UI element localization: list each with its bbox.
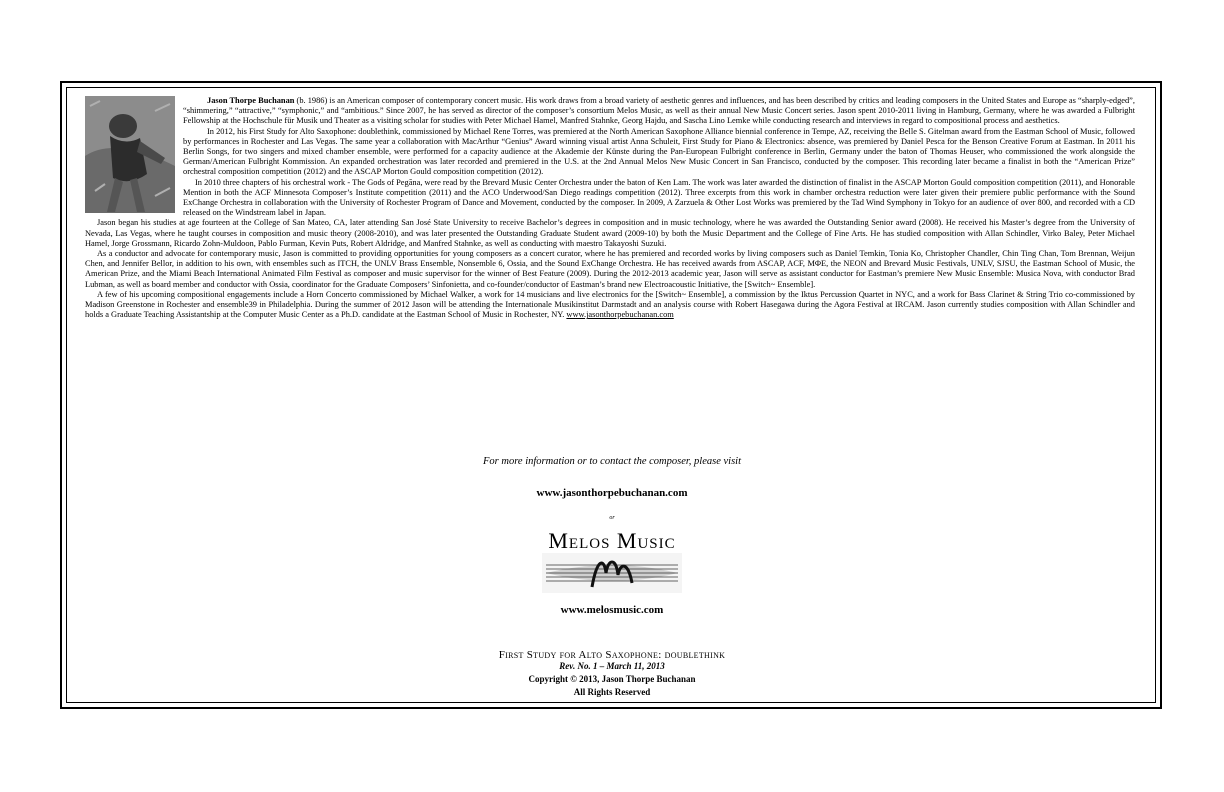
contact-info-text: For more information or to contact the composer, please visit [483,456,741,467]
copyright: Copyright © 2013, Jason Thorpe Buchanan [528,674,696,684]
rights-reserved: All Rights Reserved [573,687,651,697]
melos-music-logo-title: Melos Music [548,528,676,553]
bio-paragraph-3: In 2010 three chapters of his orchestral work - The Gods of Pegāna, were read by the Brevard Music Center Orchestra under the baton of Ken Lam. The work was later awarded the distinction of finalist in the ASCAP Morton Gould composition competition (2011), and Honorable Mention in both the ACF Minnesota Composer’s Institute competition (2011) and the ACO Underwood/San Diego readings competition (2012). Three excerpts from this work in chamber orchestra reduction were later given their premiere public performance with the Sound ExChange Orchestra in collaboration with the University of Rochester Program of Dance and Movement, conducted by the composer. In 2009, A Zarzuela & Other Lost Works was premiered by the Tad Wind Symphony in Tokyo for an audience of over 800, and recorded with a CD released on the Windstream label in Japan. [183,177,1135,218]
piece-title: First Study for Alto Saxophone: doublethink [498,649,726,661]
composer-website-link[interactable]: www.jasonthorpebuchanan.com [566,310,674,320]
or-separator: or [609,515,615,521]
composer-photo [85,96,175,213]
bio-paragraph-4: Jason began his studies at age fourteen at the College of San Mateo, CA, later attending San José State University to receive Bachelor’s degrees in composition and in music technology, where he was awarded the Outstanding Senior award (2008). He received his Master’s degree from the University of Nevada, Las Vegas, where he taught courses in composition and music theory (2008-2010), and was later presented the Outstanding Graduate Student award (2009-10) by both the Music Department and the College of Fine Arts. He has studied composition with Allan Schindler, Virko Baley, Peter Michael Hamel, Jorge Grossmann, Ricardo Zohn-Muldoon, Pablo Furman, Kevin Puts, Robert Aldridge, and Manfred Stahnke, as well as conducting with maestro Takayoshi Suzuki. [85,218,1135,248]
revision-info: Rev. No. 1 – March 11, 2013 [559,661,665,671]
melos-music-url[interactable]: www.melosmusic.com [560,604,664,616]
melos-music-logo-icon [542,553,682,593]
bio-paragraph-2: In 2012, his First Study for Alto Saxophone: doublethink, commissioned by Michael Rene Torres, was premiered at the North American Saxophone Alliance biennial conference in Tempe, AZ, receiving the Belle S. Gitelman award from the Eastman School of Music, followed by performances in Rochester and Las Vegas. The same year a collaboration with MacArthur “Genius” Award winning visual artist Anna Schuleit, First Study for Piano & Electronics: absence, was premiered by Daniel Pesca for the Benson Creative Forum at Eastman. In 2011 his Berlin Songs, for two singers and mixed chamber ensemble, were performed for a capacity audience at the Akademie der Künste during the Pan-European Fulbright conference in Berlin, Germany under the baton of Thomas Heuser, who commissioned the work alongside the German/American Fulbright Kommission. An expanded orchestration was later recorded and premiered in the U.S. at the 2nd Annual Melos New Music Concert in San Francisco, conducted by the composer. This recording later became a finalist in both the “American Prize” orchestral composition competition (2012) and the ASCAP Morton Gould composition competition (2012). [183,126,1135,177]
composer-name: Jason Thorpe Buchanan [207,96,295,105]
bio-paragraph-1-text: (b. 1986) is an American composer of contemporary concert music. His work draws from a broad variety of aesthetic genres and influences, and has been described by critics and leading composers in the United States and Europe as “sharply-edged”, “shimmering,” “attractive,” “symphonic,” and “ambitious.” Since 2007, he has served as director of the composer’s consortium Melos Music, as well as their annual New Music Concert series. Jason spent 2010-2011 living in Hamburg, Germany, where he was awarded a Fulbright Fellowship at the Hochschule für Musik und Theater as a visiting scholar for studies with Peter Michael Hamel, Manfred Stahnke, Georg Hajdu, and Sascha Lino Lemke while conducting research and interviews in regard to compositional process and aesthetics. [183,96,1135,126]
bio-paragraph-5: As a conductor and advocate for contemporary music, Jason is committed to providing opportunities for young composers as a concert curator, where he has premiered and recorded works by living composers such as Daniel Temkin, Tonia Ko, Christopher Chandler, Chin Ting Chan, Tom Brennan, Weijun Chen, and Jennifer Bellor, in addition to his own, with ensembles such as ITCH, the UNLV Brass Ensemble, Nonsemble 6, Ossia, and the Sound ExChange Orchestra. He has received awards from ASCAP, ACF, ΜΦΕ, the NEON and Brevard Music Festivals, UNLV, SJSU, the Eastman School of Music, the American Prize, and the Miami Beach International Animated Film Festival as composer and music supervisor for the winner of Best Feature (2009). During the 2012-2013 academic year, Jason will serve as assistant conductor for Eastman’s premiere New Music Ensemble: Musica Nova, with conductor Brad Lubman, as well as board member and conductor with Ossia, coordinator for the Graduate Composers’ Sinfonietta, and co-founder/conductor of Eastman’s brand new Electroacoustic Initiative, the [Switch~ Ensemble]. [85,249,1135,289]
bio-paragraph-6 [85,290,1135,321]
bio-paragraph-1 [85,96,1135,127]
bio-paragraph-6-text: A few of his upcoming compositional engagements include a Horn Concerto commissioned by Michael Walker, a work for 14 musicians and live electronics for the [Switch~ Ensemble], a commission by the Iktus Percussion Quartet in NYC, and a work for Bass Clarinet & String Trio co-commissioned by Madison Greenstone in Rochester and ensemble39 in Philadelphia. During the summer of 2012 Jason will be attending the Internationale Musikinstitut Darmstadt and an analysis course with Robert Hasegawa during the Agora Festival at IRCAM. Jason currently studies composition with Allan Schindler and holds a Graduate Teaching Assistantship at the Computer Music Center as a Ph.D. candidate at the Eastman School of Music in Rochester, NY. [85,289,1135,320]
composer-url[interactable]: www.jasonthorpebuchanan.com [536,487,688,499]
biography [85,96,1135,320]
